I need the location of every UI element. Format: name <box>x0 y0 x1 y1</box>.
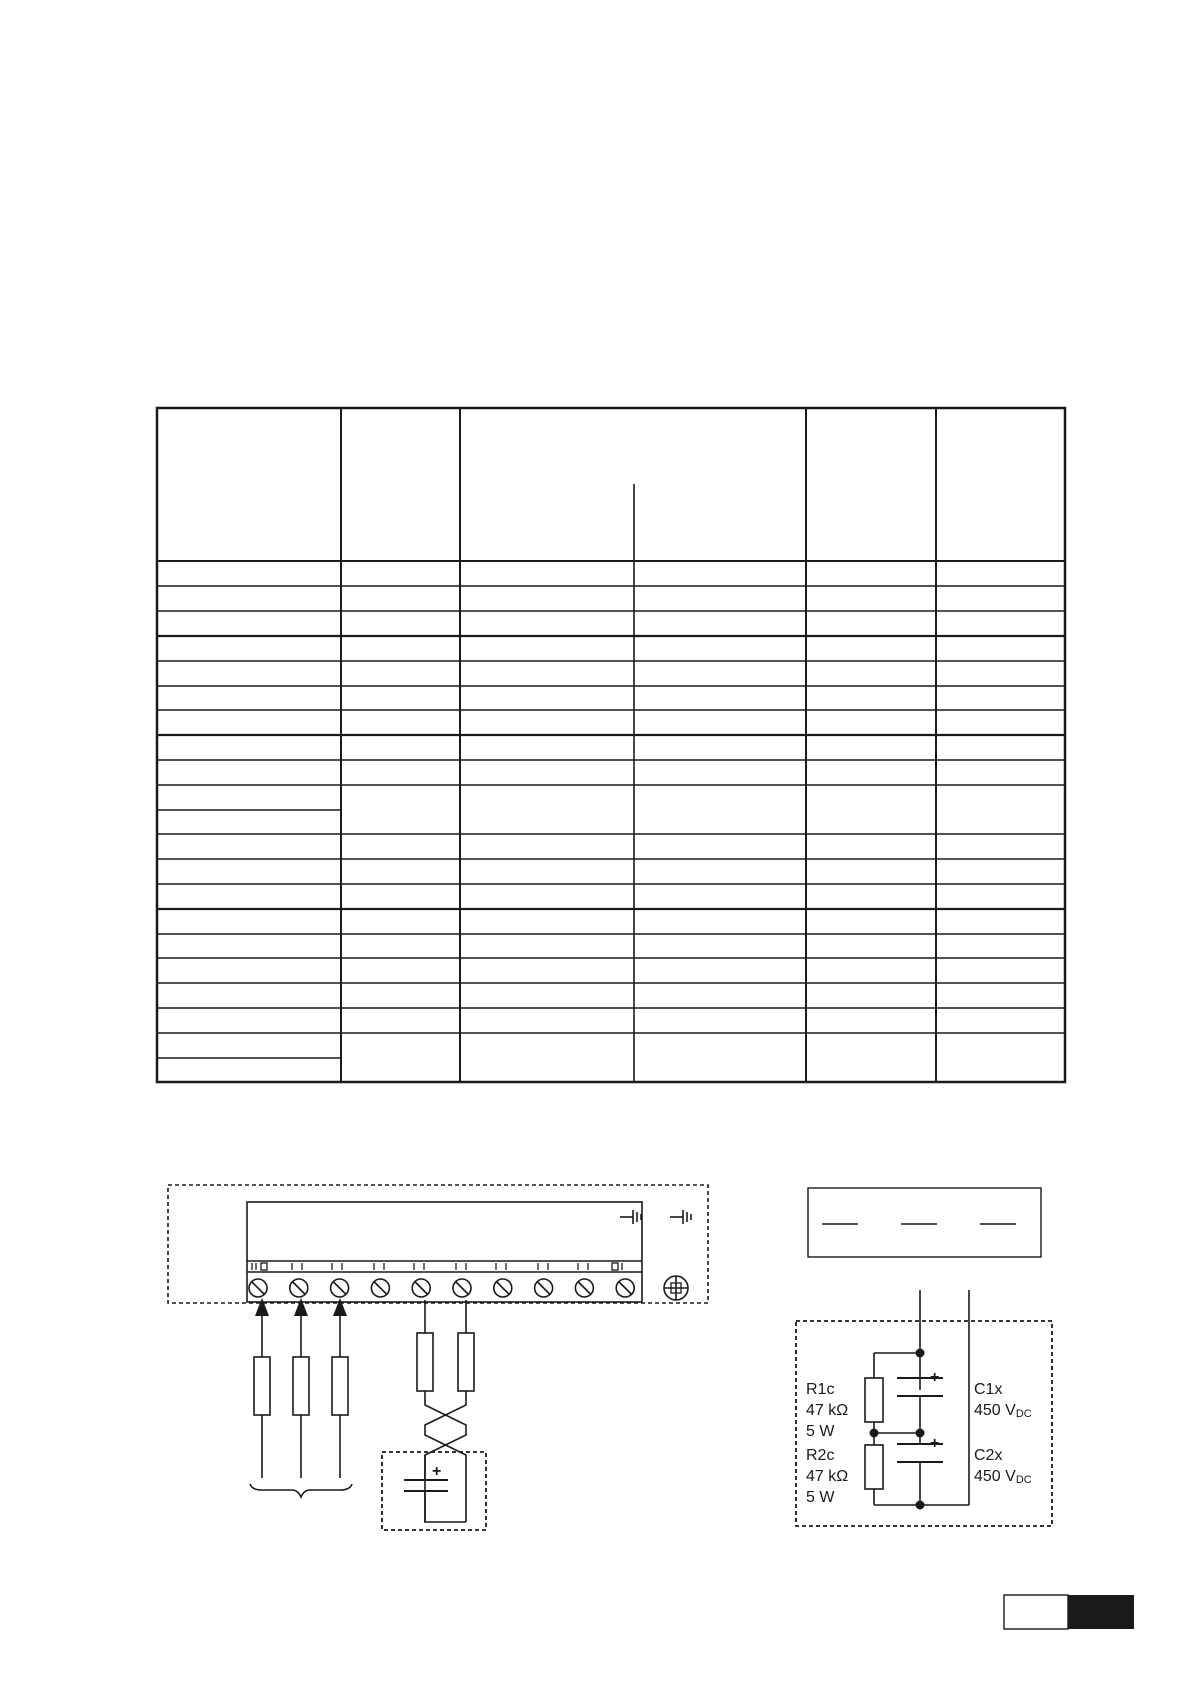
line-legend-box <box>808 1188 1041 1257</box>
fuse <box>332 1357 348 1415</box>
table-outer-border <box>157 408 1065 1082</box>
terminal-screw-icon <box>331 1279 349 1297</box>
terminal-screw-icon <box>249 1279 267 1297</box>
resistor-r1c <box>865 1378 883 1422</box>
r1c-name: R1c <box>806 1381 835 1398</box>
c1x-plus: + <box>930 1369 940 1386</box>
c2x-plus: + <box>930 1435 940 1452</box>
r2c-resistance: 47 kΩ <box>806 1468 849 1485</box>
r1c-resistance: 47 kΩ <box>806 1402 849 1419</box>
fuse <box>293 1357 309 1415</box>
c2x-name: C2x <box>974 1447 1003 1464</box>
fuse <box>458 1333 474 1391</box>
c1x-name: C1x <box>974 1381 1003 1398</box>
terminal-screw-icon <box>575 1279 593 1297</box>
ground-symbol-icon <box>670 1210 691 1224</box>
terminal-screw-icon <box>494 1279 512 1297</box>
c1x-voltage: 450 VDC <box>974 1402 1032 1420</box>
terminal-screw-icon <box>290 1279 308 1297</box>
r1c-power: 5 W <box>806 1423 835 1440</box>
fuse <box>254 1357 270 1415</box>
c2x-voltage: 450 VDC <box>974 1468 1032 1486</box>
terminal-screw-icon <box>453 1279 471 1297</box>
terminal-screw-icon <box>535 1279 553 1297</box>
terminal-screw-icon <box>412 1279 430 1297</box>
r2c-name: R2c <box>806 1447 835 1464</box>
page-tab <box>1004 1595 1134 1629</box>
fuse <box>417 1333 433 1391</box>
terminal-screw-icon <box>371 1279 389 1297</box>
external-capacitor-plus: + <box>432 1463 442 1480</box>
brace <box>250 1484 352 1497</box>
r2c-power: 5 W <box>806 1489 835 1506</box>
earth-terminal-icon <box>664 1276 688 1300</box>
dc-bus-lines <box>382 1300 486 1530</box>
supply-lines <box>250 1312 352 1497</box>
data-table <box>157 408 1065 1082</box>
resistor-r2c <box>865 1445 883 1489</box>
terminal-screw-icon <box>616 1279 634 1297</box>
